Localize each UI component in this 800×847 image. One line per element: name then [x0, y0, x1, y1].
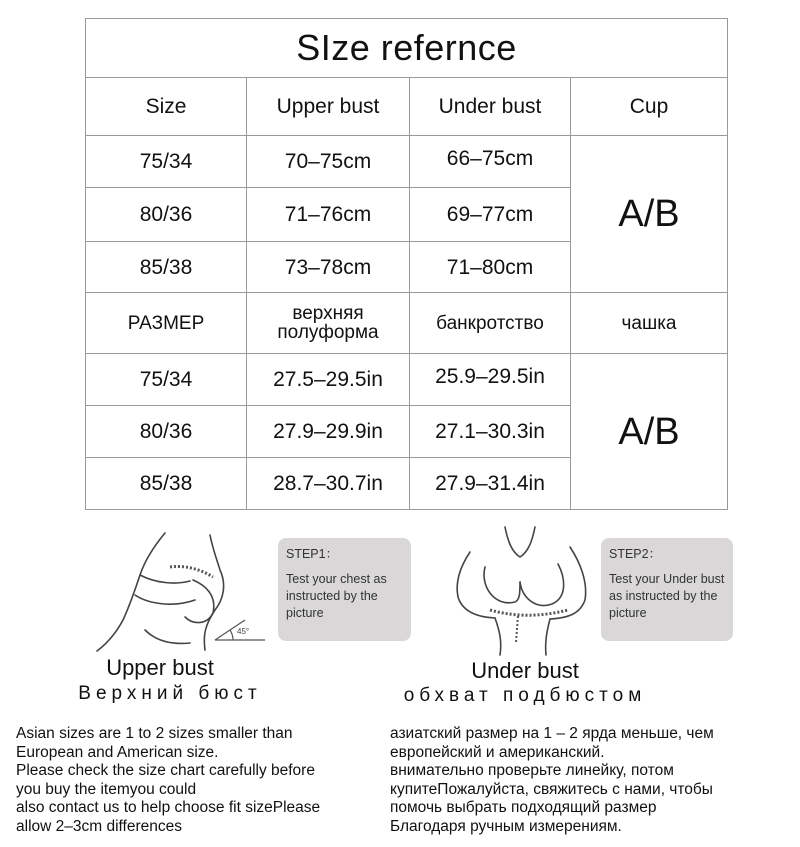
step1-label: STEP1： — [286, 547, 339, 561]
cm-row-under: 69–77cm — [446, 203, 534, 226]
header-cup-ru: чашка — [621, 312, 677, 334]
note-line: also contact us to help choose fit sizePlease — [16, 799, 321, 817]
step2-label: STEP2： — [609, 547, 662, 561]
size-table — [85, 18, 728, 510]
in-row-under: 27.1–30.3in — [435, 420, 545, 443]
header-upper-bust: Upper bust — [276, 94, 380, 118]
caption-under-bust-ru: обхват подбюстом — [403, 685, 647, 706]
caption-under-bust: Under bust — [471, 658, 579, 683]
in-row-upper: 27.9–29.9in — [273, 420, 383, 443]
header-size: Size — [145, 94, 187, 118]
cm-row-size: 85/38 — [139, 255, 193, 279]
header-under-bust-ru: банкротство — [436, 312, 544, 334]
note-line: Please check the size chart carefully before — [16, 762, 315, 780]
in-row-upper: 27.5–29.5in — [273, 368, 383, 391]
cup-cm: A/B — [618, 193, 680, 235]
step2-text: Test your Under bust as instructed by the picture — [609, 571, 725, 620]
note-line: европейский и американский. — [390, 743, 605, 761]
under-bust-illustration — [440, 522, 600, 657]
note-line: купитеПожалуйста, свяжитесь с нами, чтобы — [390, 780, 713, 798]
note-line: allow 2–3cm differences — [16, 817, 182, 835]
note-line: Благодаря ручным измерениям. — [390, 817, 622, 835]
upper-bust-illustration — [95, 525, 270, 655]
note-line: European and American size. — [16, 743, 219, 761]
cm-row-size: 75/34 — [139, 150, 193, 173]
note-line: you buy the itemyou could — [16, 780, 197, 798]
in-row-size: 75/34 — [139, 368, 193, 391]
notes-russian — [390, 725, 714, 837]
note-line: азиатский размер на 1 – 2 ярда меньше, чем — [390, 725, 714, 742]
in-row-size: 80/36 — [139, 420, 193, 443]
in-row-size: 85/38 — [139, 472, 193, 495]
note-line: помочь выбрать подходящий размер — [390, 799, 657, 817]
caption-upper-bust-ru: Верхний бюст — [78, 683, 262, 704]
angle-label: 45° — [237, 627, 250, 636]
cm-row-size: 80/36 — [139, 203, 193, 226]
in-row-under: 27.9–31.4in — [435, 472, 545, 495]
header-cup: Cup — [629, 94, 669, 118]
header-under-bust: Under bust — [438, 94, 542, 118]
cm-row-under: 71–80cm — [446, 255, 534, 279]
in-row-upper: 28.7–30.7in — [273, 472, 383, 495]
caption-upper-bust: Upper bust — [106, 655, 214, 680]
header-upper-bust-ru — [247, 293, 409, 353]
notes-english — [16, 725, 320, 837]
header-upper-ru-line1: верхняя — [292, 303, 364, 324]
step1-text: Test your chest as instructed by the picture — [286, 571, 387, 620]
header-upper-ru-line2: полуформа — [277, 322, 379, 343]
cup-in: A/B — [618, 410, 680, 453]
cm-row-upper: 70–75cm — [284, 150, 372, 173]
header-size-ru: РАЗМЕР — [127, 312, 205, 334]
in-row-under: 25.9–29.5in — [435, 365, 545, 388]
note-line: внимательно проверьте линейку, потом — [390, 762, 674, 780]
step1-box — [278, 538, 411, 641]
measuring-tape — [490, 610, 568, 615]
table-title: SIze refernce — [86, 19, 727, 78]
measuring-tape — [170, 566, 213, 577]
note-line: Asian sizes are 1 to 2 sizes smaller than — [16, 725, 293, 742]
cm-row-under: 66–75cm — [446, 147, 534, 170]
cm-row-upper: 73–78cm — [284, 255, 372, 279]
cm-row-upper: 71–76cm — [284, 203, 372, 226]
step2-box — [601, 538, 733, 641]
